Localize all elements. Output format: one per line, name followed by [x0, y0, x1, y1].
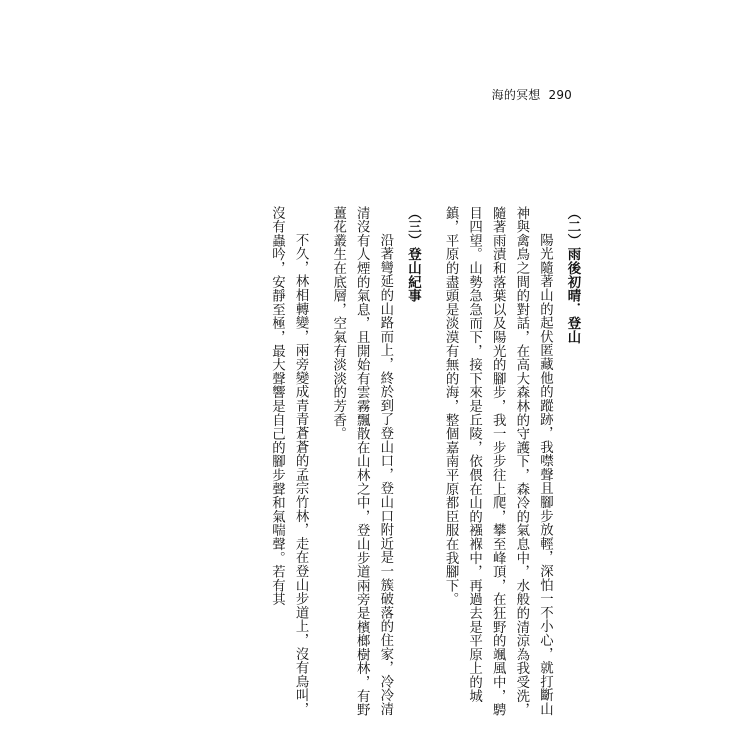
book-title: 海的冥想: [491, 88, 541, 102]
section-heading: （三）登山紀事: [405, 206, 421, 303]
running-header: [492, 86, 572, 103]
vertical-text-body: [265, 206, 584, 726]
page-number: 290: [548, 88, 572, 102]
paragraph: 不久，林相轉變，兩旁變成青青蒼蒼的孟宗竹林，走在登山步道上，沒有鳥叫，沒有蟲吟，安靜至極，最大聲響是自己的腳步聲和氣喘聲。若有其: [269, 206, 309, 716]
paragraph: 沿著彎延的山路而上，終於到了登山口，登山口附近是一簇破落的住家，冷冷清清沒有人煙的氣息，且開始有雲霧飄散在山林之中，登山步道兩旁是檳榔樹林，有野薑花叢生在底層，空氣有淡淡的芳香。: [330, 206, 393, 717]
section-heading: （二）雨後初晴．登山: [565, 206, 580, 344]
paragraph: 陽光隨著山的起伏匿藏他的蹤跡，我噤聲且腳步放輕，深怕一不小心，就打斷山神與禽鳥之間的對話，在高大森林的守護下，森冷的氣息中，水般的清涼為我受洗，隨著雨漬和落葉以及陽光的腳步，我一步步往上爬，攀至峰頂，在狂野的颯風中，騁目四望。山勢急急而下，接下來是丘陵，依偎在山的襁褓中，再過去是平原上的城鎮，平原的盡頭是淡漠有無的海，整個嘉南平原都臣服在我腳下。: [443, 206, 553, 717]
